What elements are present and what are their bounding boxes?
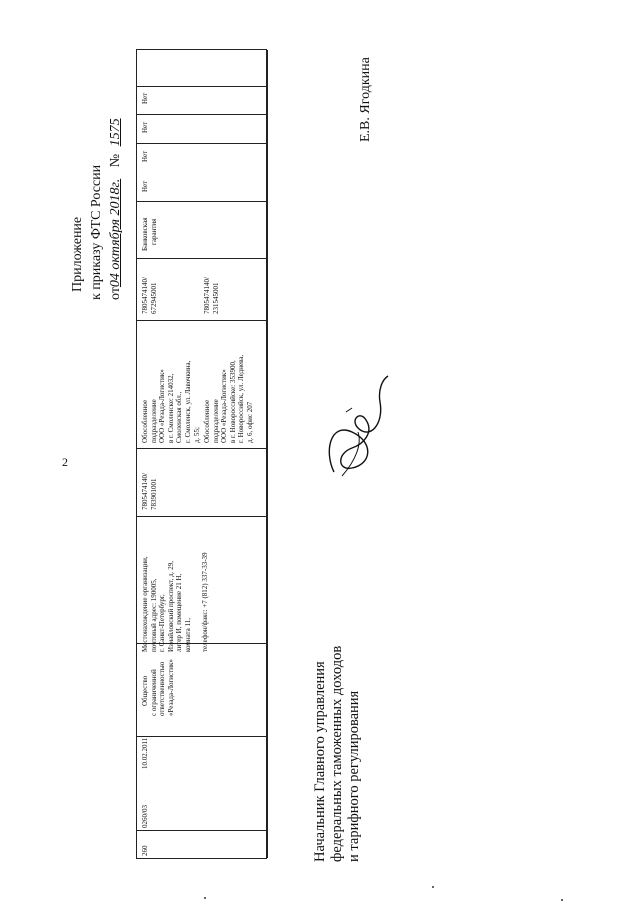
table-divider <box>137 86 266 87</box>
signer-title-line: федеральных таможенных доходов <box>329 645 345 862</box>
number-label: № <box>108 153 123 168</box>
table-divider <box>137 448 266 449</box>
registry-table <box>136 49 267 859</box>
order-number: 1575 <box>108 118 123 147</box>
order-date: 04 октября 2018г. <box>108 178 123 288</box>
appendix-line-2: к приказу ФТС России <box>89 164 104 300</box>
scan-speck <box>432 886 434 888</box>
page-number: 2 <box>62 455 68 469</box>
table-divider <box>137 143 266 144</box>
table-divider <box>137 830 266 831</box>
handwritten-signature <box>322 372 392 482</box>
table-divider <box>137 258 266 259</box>
signer-title-line: Начальник Главного управления <box>312 661 328 862</box>
table-divider <box>137 320 266 321</box>
signer-title-line: и тарифного регулирования <box>346 690 362 862</box>
scan-speck <box>204 897 206 899</box>
from-label: от <box>108 287 123 300</box>
company-phone: телефон/факс: +7 (812) 337-33-39 <box>200 552 209 652</box>
table-divider <box>137 516 266 517</box>
appendix-line-1: Приложение <box>70 216 85 292</box>
table-divider <box>137 736 266 737</box>
appendix-date-line <box>106 40 125 300</box>
table-divider <box>137 201 266 202</box>
scan-speck <box>561 899 563 901</box>
table-divider <box>137 114 266 115</box>
table-divider <box>267 50 268 858</box>
